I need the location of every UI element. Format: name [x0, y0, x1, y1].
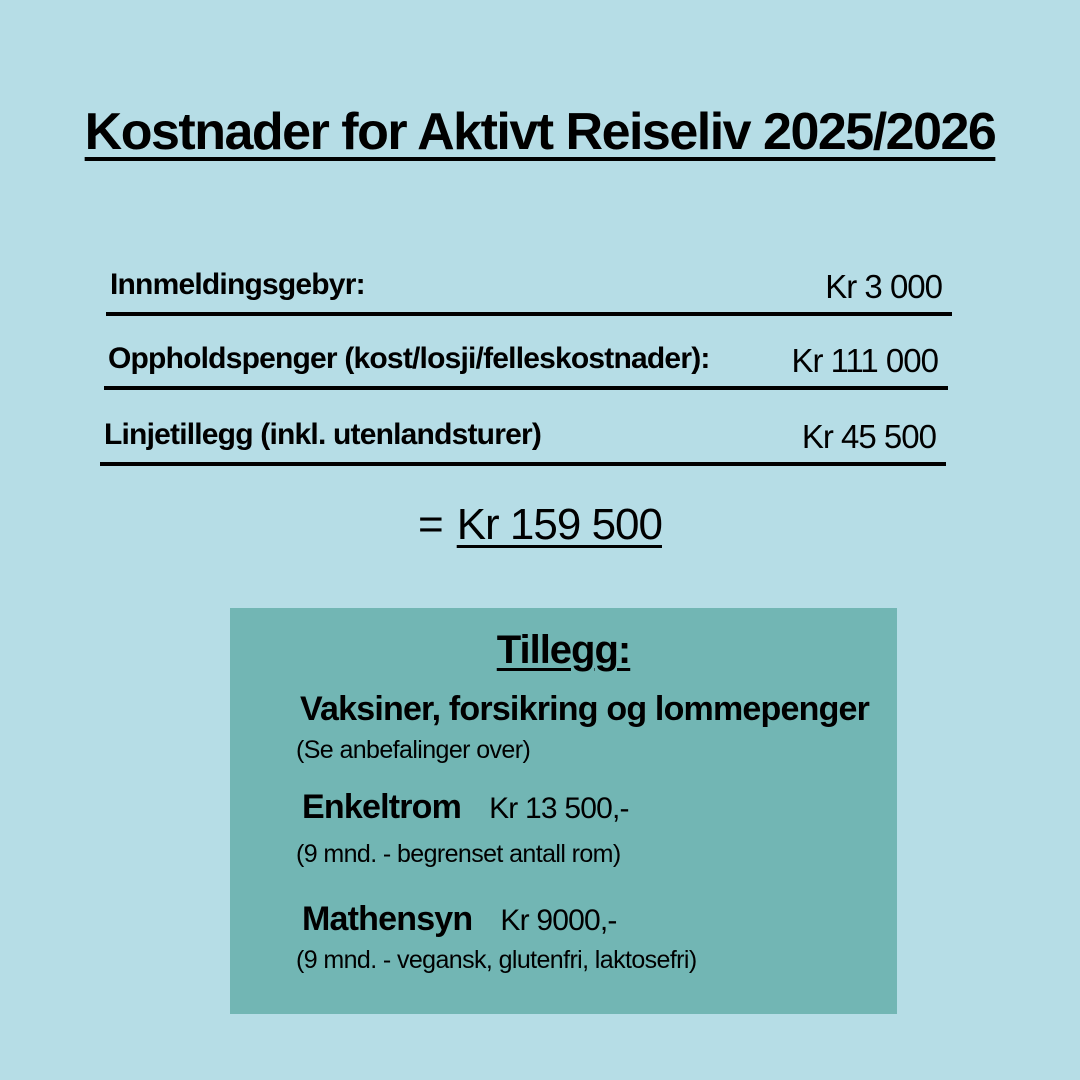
page-title-text: Kostnader for Aktivt Reiseliv 2025/2026 — [84, 103, 996, 161]
extras-heading-text: Tillegg: — [496, 628, 631, 672]
extras-item-note: (9 mnd. - begrenset antall rom) — [296, 840, 621, 868]
extras-item-price: Kr 13 500,- — [489, 792, 629, 825]
cost-amount: Kr 111 000 — [791, 342, 938, 379]
extras-item-title — [300, 690, 869, 729]
extras-box — [230, 608, 897, 1014]
extras-item-title-text: Vaksiner, forsikring og lommepenger — [300, 690, 870, 728]
cost-row-accommodation — [104, 342, 948, 390]
extras-item-price: Kr 9000,- — [500, 904, 617, 937]
total-sum — [0, 500, 1080, 550]
extras-item-title — [302, 788, 629, 827]
cost-row-registration-fee — [106, 268, 952, 316]
cost-label: Linjetillegg (inkl. utenlandsturer) — [104, 418, 542, 451]
cost-label: Innmeldingsgebyr: — [110, 268, 365, 301]
extras-item-note: (Se anbefalinger over) — [296, 736, 531, 764]
page-title — [0, 102, 1080, 162]
extras-heading — [230, 628, 897, 673]
extras-item-title — [302, 900, 617, 939]
cost-amount: Kr 45 500 — [801, 418, 936, 455]
total-value: Kr 159 500 — [456, 500, 662, 549]
cost-amount: Kr 3 000 — [825, 268, 942, 305]
extras-item-note: (9 mnd. - vegansk, glutenfri, laktosefri) — [296, 946, 697, 974]
extras-item-title-text: Mathensyn — [302, 900, 473, 938]
total-equals-sign: = — [418, 500, 443, 549]
cost-row-line-supplement — [100, 418, 946, 466]
cost-label: Oppholdspenger (kost/losji/felleskostnader): — [108, 342, 710, 375]
extras-item-title-text: Enkeltrom — [302, 788, 462, 826]
